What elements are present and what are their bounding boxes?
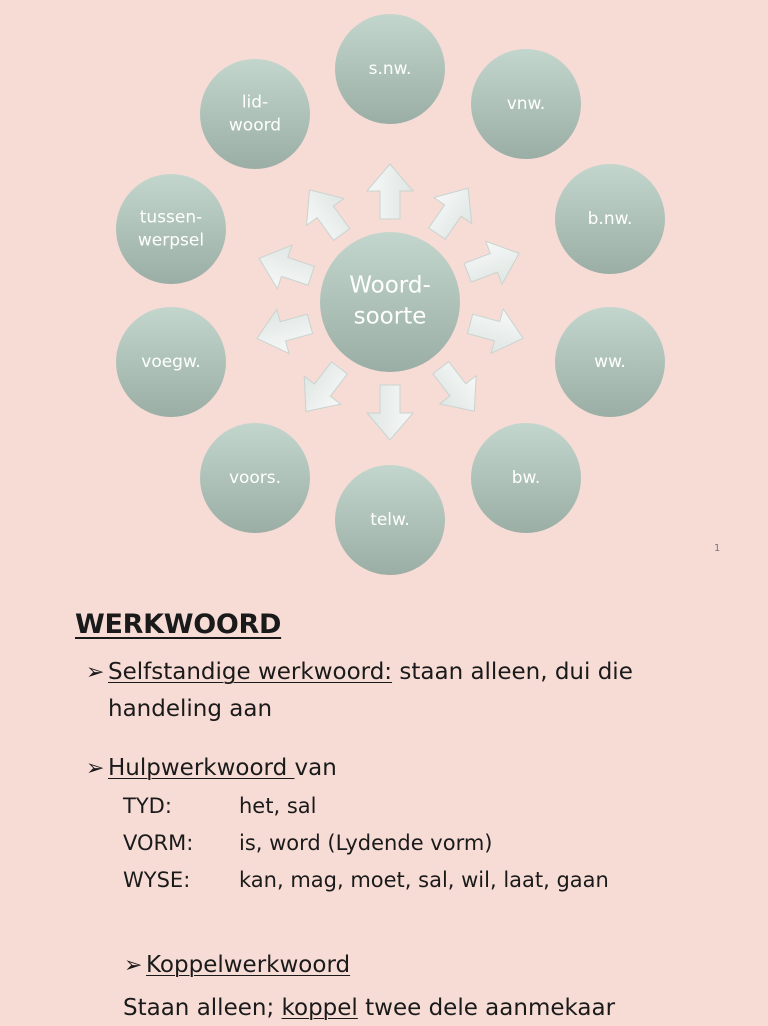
node-lidwoord (200, 59, 310, 169)
node-label-s-nw: s.nw. (368, 59, 412, 79)
arrow-to-b-nw (460, 232, 528, 294)
node-bw (471, 423, 581, 533)
node-b-nw (555, 164, 665, 274)
slide-number: 1 (714, 543, 721, 554)
node-vnw (471, 49, 581, 159)
term-selfstandige: Selfstandige werkwoord: (108, 659, 393, 685)
arrow-to-lidwoord (291, 176, 360, 248)
arrow-to-ww (464, 302, 529, 361)
node-label-lidwoord: lid- (241, 92, 269, 113)
node-label-voors: voors. (228, 468, 282, 488)
node-label-bw: bw. (511, 468, 541, 488)
hulp-row-tyd (123, 794, 316, 818)
bullet-hulpwerkwoord (86, 750, 337, 787)
node-label-vnw: vnw. (506, 94, 546, 114)
koppel-post: twee dele aanmekaar (357, 995, 616, 1021)
node-label-telw: telw. (370, 510, 410, 530)
node-label-b-nw: b.nw. (587, 209, 633, 229)
node-ww (555, 307, 665, 417)
koppel-term: koppel (281, 995, 358, 1021)
bullet-koppelwerkwoord (124, 947, 350, 984)
selfstandige-continuation: handeling aan (108, 696, 273, 722)
bullet-arrow-icon: ➢ (124, 953, 143, 978)
node-label-tussenwerpsel: werpsel (137, 230, 205, 251)
node-voors (200, 423, 310, 533)
center-label-line-1: Woord- (349, 272, 431, 299)
arrow-to-vnw (418, 175, 487, 246)
node-s-nw (335, 14, 445, 124)
section-heading: WERKWOORD (75, 609, 282, 640)
term-hulpwerkwoord: Hulpwerkwoord (108, 755, 295, 781)
row-label: VORM: (123, 831, 194, 855)
hulp-row-vorm (123, 831, 493, 855)
arrow-to-tussenwerpsel (252, 237, 319, 298)
term-koppelwerkwoord: Koppelwerkwoord (146, 952, 351, 978)
center-label-line-2: soorte (353, 303, 427, 330)
bullet-selfstandige (86, 654, 633, 691)
hulp-row-wyse (123, 868, 609, 892)
node-telw (335, 465, 445, 575)
node-tussenwerpsel (116, 174, 226, 284)
hulp-suffix: van (294, 755, 337, 781)
arrow-to-voegw (251, 302, 316, 361)
node-voegw (116, 307, 226, 417)
arrow-to-telw (367, 385, 413, 440)
row-value: het, sal (239, 794, 317, 818)
koppel-description (123, 990, 615, 1026)
row-value: is, word (Lydende vorm) (239, 831, 493, 855)
center-node (320, 232, 460, 372)
node-label-tussenwerpsel: tussen- (139, 207, 203, 228)
selfstandige-description: staan alleen, dui die (392, 659, 633, 685)
arrow-to-s-nw (367, 164, 413, 219)
koppel-pre: Staan alleen; (123, 995, 282, 1021)
row-label: WYSE: (123, 868, 191, 892)
node-label-lidwoord: woord (228, 115, 282, 136)
arrow-to-bw (423, 354, 493, 426)
bullet-arrow-icon: ➢ (86, 660, 105, 685)
bullet-arrow-icon: ➢ (86, 756, 105, 781)
row-value: kan, mag, moet, sal, wil, laat, gaan (239, 868, 609, 892)
row-label: TYD: (123, 794, 172, 818)
node-label-voegw: voegw. (141, 352, 201, 372)
node-label-ww: ww. (594, 352, 626, 372)
arrow-to-voors (288, 354, 358, 426)
